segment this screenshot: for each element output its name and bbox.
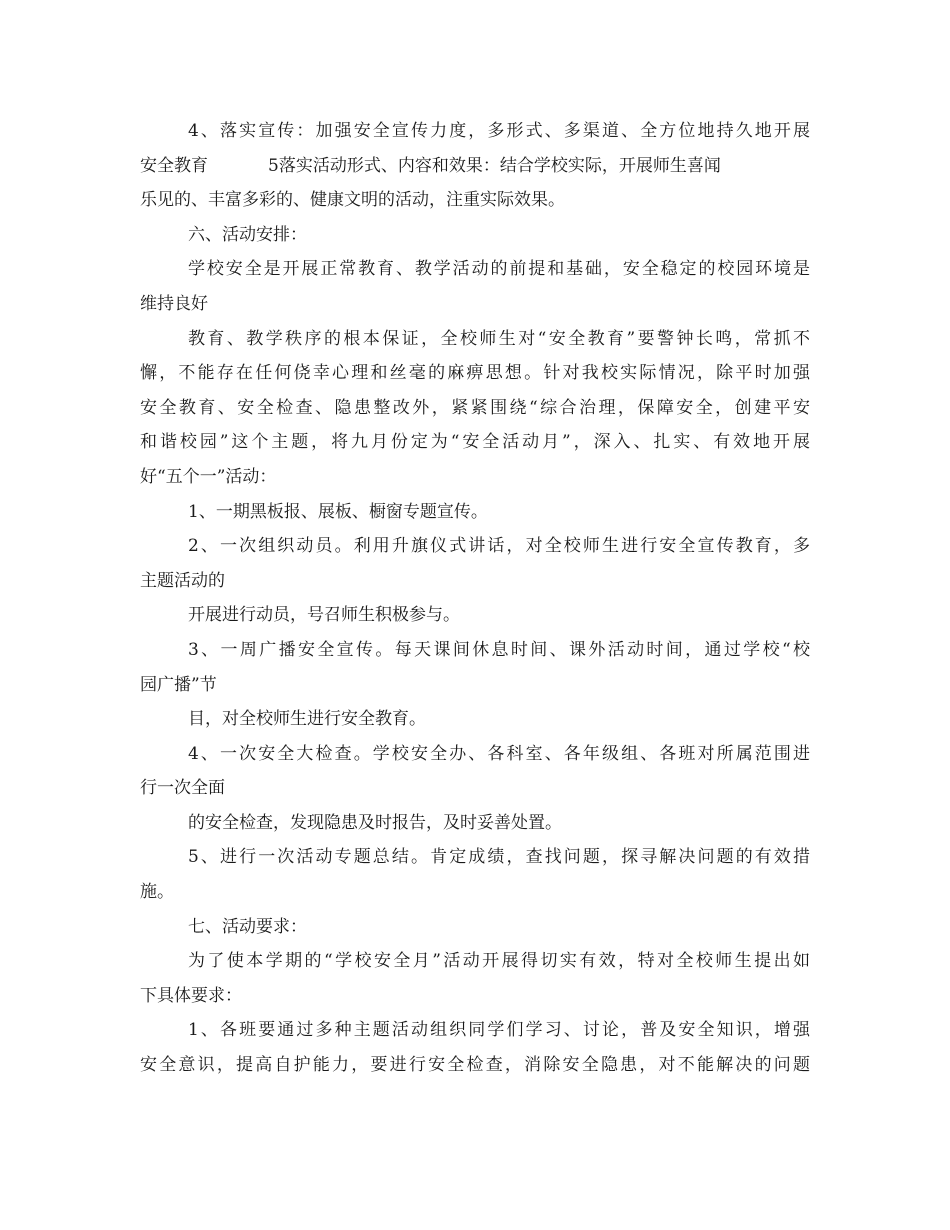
text-line: 5、进行一次活动专题总结。肯定成绩，查找问题，探寻解决问题的有效措 [188, 847, 810, 868]
text-line: 1、各班要通过多种主题活动组织同学们学习、讨论，普及安全知识，增强 [188, 1020, 810, 1041]
text-segment: 安全教育 [140, 155, 208, 176]
text-line: 七、活动要求： [188, 916, 307, 937]
text-line: 4、一次安全大检查。学校安全办、各科室、各年级组、各班对所属范围进 [188, 743, 810, 764]
text-line: 学校安全是开展正常教育、教学活动的前提和基础，安全稳定的校园环境是 [188, 259, 810, 280]
text-line: 安全教育、安全检查、隐患整改外，紧紧围绕“综合治理，保障安全，创建平安 [140, 397, 810, 418]
text-line: 安全意识，提高自护能力，要进行安全检查，消除安全隐患，对不能解决的问题 [140, 1055, 810, 1076]
text-line [140, 149, 810, 184]
text-line: 维持良好 [140, 293, 208, 314]
text-line: 2、一次组织动员。利用升旗仪式讲话，对全校师生进行安全宣传教育，多 [188, 536, 810, 557]
text-line: 目，对全校师生进行安全教育。 [188, 709, 426, 730]
text-line: 4、落实宣传：加强安全宣传力度，多形式、多渠道、全方位地持久地开展 [188, 121, 810, 141]
text-line: 3、一周广播安全宣传。每天课间休息时间、课外活动时间，通过学校“校 [188, 639, 810, 660]
text-line: 乐见的、丰富多彩的、健康文明的活动，注重实际效果。 [140, 190, 565, 211]
text-line: 主题活动的 [140, 570, 225, 591]
text-line: 好“五个一”活动： [140, 466, 277, 487]
text-line: 下具体要求： [140, 985, 242, 1006]
text-segment: 5落实活动形式、内容和效果：结合学校实际，开展师生喜闻 [268, 155, 721, 176]
text-line: 园广播”节 [140, 674, 217, 695]
text-line: 为了使本学期的“学校安全月”活动开展得切实有效，特对全校师生提出如 [188, 951, 810, 972]
text-line: 和谐校园”这个主题，将九月份定为“安全活动月”，深入、扎实、有效地开展 [140, 432, 810, 453]
text-line: 1、一期黑板报、展板、橱窗专题宣传。 [188, 501, 488, 522]
text-line: 六、活动安排： [188, 224, 307, 245]
text-line: 教育、教学秩序的根本保证，全校师生对“安全教育”要警钟长鸣，常抓不 [188, 328, 810, 349]
text-line: 施。 [140, 882, 174, 903]
text-line: 的安全检查，发现隐患及时报告，及时妥善处置。 [188, 812, 562, 833]
text-line: 懈，不能存在任何侥幸心理和丝毫的麻痹思想。针对我校实际情况，除平时加强 [140, 363, 810, 384]
text-line: 行一次全面 [140, 778, 225, 799]
text-line: 开展进行动员，号召师生积极参与。 [188, 605, 460, 626]
